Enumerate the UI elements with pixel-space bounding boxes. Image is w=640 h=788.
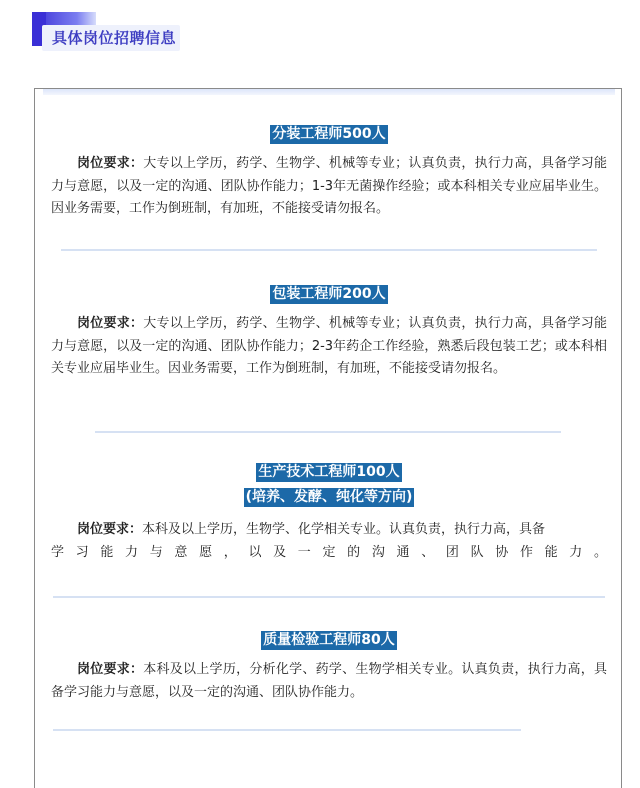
job-requirement (51, 659, 607, 704)
job-card (34, 88, 622, 788)
requirement-text: 本科及以上学历，生物学、化学相关专业。认真负责，执行力高，具备 (142, 522, 546, 537)
requirement-text: 本科及以上学历，分析化学、药学、生物学相关专业。认真负责，执行力高，具备学习能力与意愿，以及一定的沟通、团队协作能力。 (51, 662, 607, 700)
requirement-label: 岗位要求： (77, 662, 144, 677)
job-section (51, 631, 607, 704)
job-title: 生产技术工程师100人 (258, 464, 400, 480)
requirement-text: 大专以上学历，药学、生物学、机械等专业；认真负责，执行力高，具备学习能力与意愿，以及一定的沟通、团队协作能力；1-3年无菌操作经验；或本科相关专业应届毕业生。因业务需要，工作为倒班制，有加班，不能接受请勿报名。 (51, 156, 607, 216)
requirement-text: 大专以上学历，药学、生物学、机械等专业；认真负责，执行力高，具备学习能力与意愿，以及一定的沟通、团队协作能力；2-3年药企工作经验，熟悉后段包装工艺；或本科相关专业应届毕业生。因业务需要，工作为倒班制，有加班，不能接受请勿报名。 (51, 316, 607, 376)
requirement-label: 岗位要求： (77, 522, 143, 537)
job-title: 包装工程师200人 (272, 286, 386, 302)
job-requirement-cont (51, 542, 607, 565)
job-section (51, 463, 607, 564)
requirement-label: 岗位要求： (77, 156, 144, 171)
section-header (32, 12, 182, 52)
section-divider (53, 596, 605, 598)
job-section (51, 285, 607, 381)
job-requirement (51, 313, 607, 381)
requirement-text: 学习能力与意愿，以及一定的沟通、团队协作能力。 (51, 544, 607, 560)
job-title: 分装工程师500人 (272, 126, 386, 142)
section-divider (53, 729, 521, 731)
job-requirement (51, 153, 607, 221)
section-divider (61, 249, 597, 251)
header-title: 具体岗位招聘信息 (52, 29, 177, 47)
job-subtitle: (培养、发酵、纯化等方向) (245, 489, 413, 505)
job-requirement (51, 519, 607, 542)
card-top-bar (43, 89, 615, 95)
job-section (51, 125, 607, 221)
section-divider (95, 431, 561, 433)
requirement-label: 岗位要求： (77, 316, 144, 331)
job-title: 质量检验工程师80人 (263, 632, 395, 648)
